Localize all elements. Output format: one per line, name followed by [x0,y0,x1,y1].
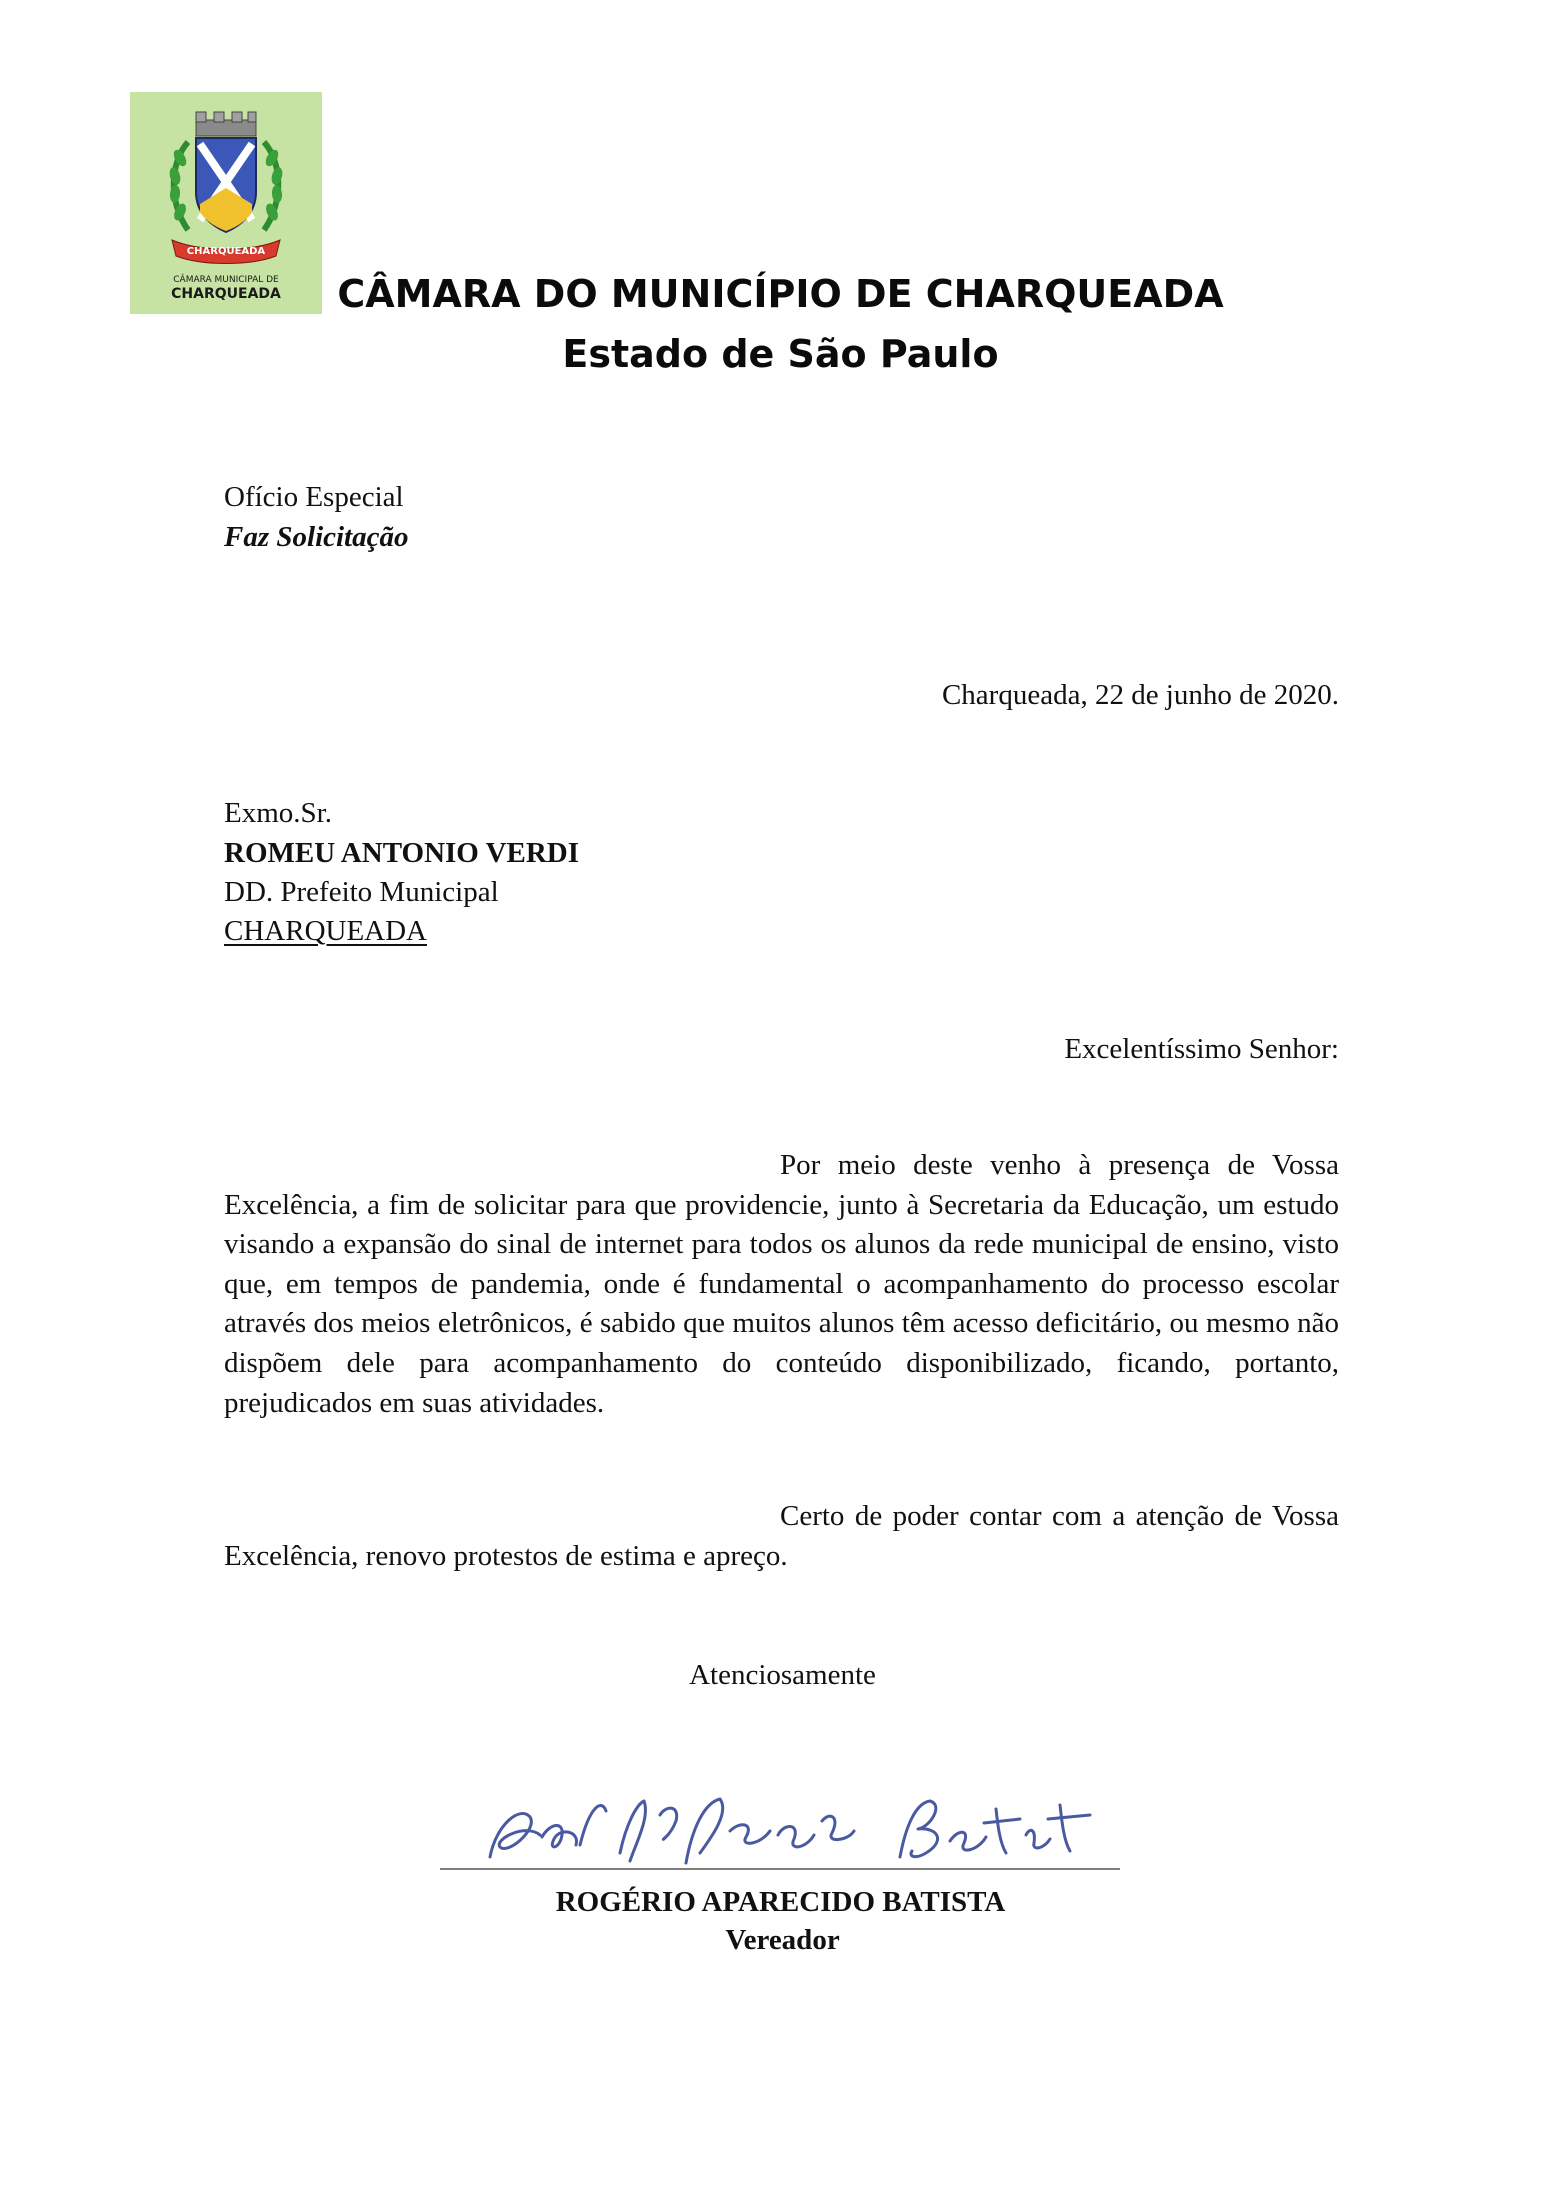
document-type: Ofício Especial [224,481,404,513]
page-subtitle: Estado de São Paulo [562,332,999,376]
greeting: Excelentíssimo Senhor: [1064,1033,1339,1065]
logo-chamber-label: CÂMARA MUNICIPAL DE [173,275,279,285]
logo-city-label: CHARQUEADA [171,286,281,302]
recipient-city: CHARQUEADA [224,915,427,947]
signatory-name: ROGÉRIO APARECIDO BATISTA [555,1886,1006,1918]
recipient-name: ROMEU ANTONIO VERDI [224,837,580,869]
signatory-title: Vereador [725,1924,840,1956]
body-paragraph-2: Certo de poder contar com a atenção de Vossa Excelência, renovo protestos de estima e apreço. [224,1500,1339,1572]
body-paragraph-1: Por meio deste venho à presença de Vossa Excelência, a fim de solicitar para que providencie, junto à Secretaria da Educação, um estudo visando a expansão do sinal de internet para todos os alunos da rede municipal de ensino, visto que, em tempos de pandemia, onde é fundamental o acompanhamento do processo escolar através dos meios eletrônicos, é sabido que muitos alunos têm acesso deficitário, ou mesmo não dispõem dele para acompanhamento do conteúdo disponibilizado, ficando, portanto, prejudicados em suas atividades. [224,1149,1339,1419]
handwritten-signature [430,1765,1130,1885]
page-title: CÂMARA DO MUNICÍPIO DE CHARQUEADA [337,272,1224,316]
document-subject: Faz Solicitação [224,521,409,553]
logo-ribbon-text: CHARQUEADA [186,246,266,257]
recipient-salutation: Exmo.Sr. [224,797,332,829]
closing: Atenciosamente [689,1659,876,1691]
recipient-role: DD. Prefeito Municipal [224,876,499,908]
date-line: Charqueada, 22 de junho de 2020. [941,679,1339,711]
